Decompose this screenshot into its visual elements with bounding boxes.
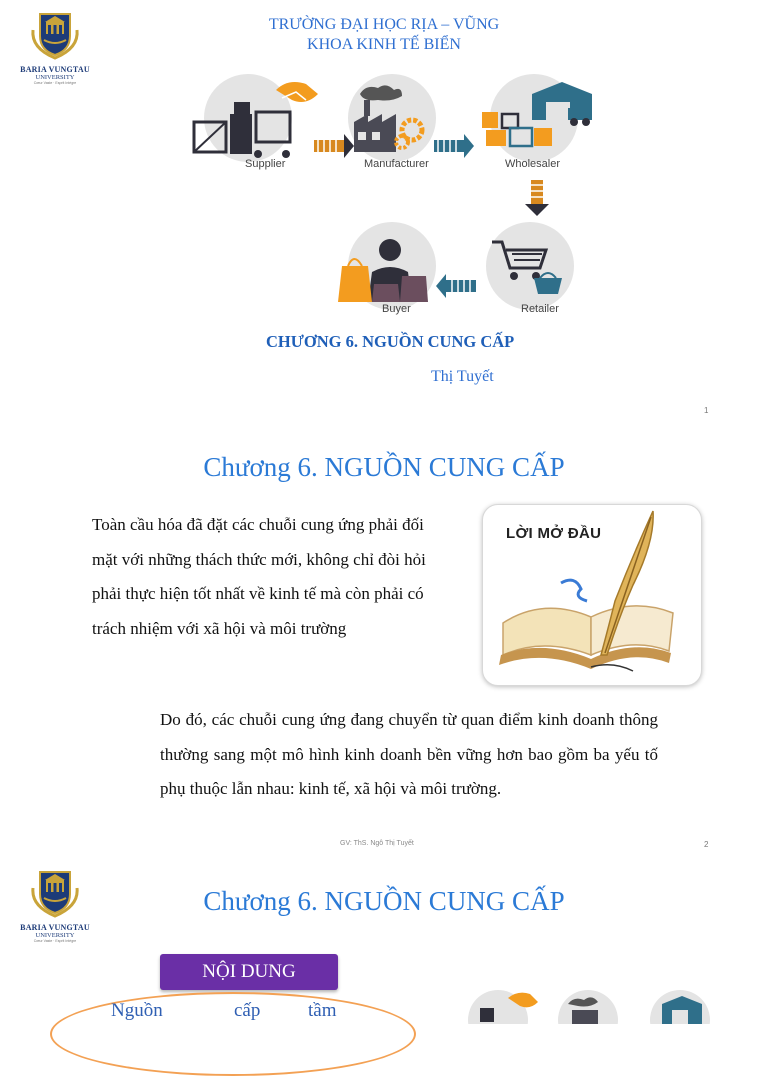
- chapter-title: CHƯƠNG 6. NGUỒN CUNG CẤP: [266, 332, 515, 351]
- wholesaler-node: [482, 74, 592, 162]
- author-name: Thị Tuyết: [431, 368, 494, 385]
- paragraph-1: Toàn cầu hóa đã đặt các chuỗi cung ứng phải đối mặt với những thách thức mới, không chỉ đòi hỏi phải thực hiện tốt nhất về kinh tế mà còn phải có trách nhiệm với xã hội và môi trường: [92, 515, 426, 638]
- content-item-oval: [50, 992, 416, 1076]
- slide-title: Chương 6. NGUỒN CUNG CẤP: [203, 886, 565, 916]
- university-tagline: Cœur Vaste · Esprit Intègre: [33, 81, 77, 85]
- item-word: tầm: [308, 1000, 337, 1021]
- slide-1: [0, 0, 768, 428]
- section-label: NỘI DUNG: [160, 954, 338, 990]
- university-name: BARIA VUNGTAU: [20, 65, 90, 74]
- faculty-header: KHOA KINH TẾ BIỂN: [307, 36, 461, 53]
- page-number: 1: [704, 406, 709, 415]
- manufacturer-node: [348, 74, 436, 162]
- buyer-node: [338, 222, 436, 310]
- intro-image-label: LỜI MỞ ĐẦU: [506, 525, 602, 542]
- page-number: 2: [704, 840, 709, 849]
- university-sub: UNIVERSITY: [35, 74, 75, 81]
- university-name: BARIA VUNGTAU: [20, 923, 90, 932]
- node-label-3: Retailer: [521, 303, 559, 315]
- slide-footer: GV: ThS. Ngô Thị Tuyết: [340, 840, 414, 847]
- book-quill-icon: [483, 505, 701, 685]
- retailer-node: [486, 222, 574, 310]
- node-label-1: Manufacturer: [364, 158, 429, 170]
- slide-title: Chương 6. NGUỒN CUNG CẤP: [203, 452, 565, 482]
- item-word: Nguồn: [111, 1000, 163, 1021]
- node-label-4: Buyer: [382, 303, 411, 315]
- university-tagline: Cœur Vaste · Esprit Intègre: [33, 939, 77, 943]
- supply-chain-thumbnail: [468, 986, 728, 1024]
- intro-image: [482, 504, 702, 686]
- supplier-node: [194, 74, 318, 162]
- university-sub: UNIVERSITY: [35, 932, 75, 939]
- arrow-down-icon: [525, 180, 549, 216]
- item-word: cấp: [234, 1000, 261, 1021]
- arrow-right-icon: [434, 134, 474, 158]
- university-header: TRƯỜNG ĐẠI HỌC RỊA – VŨNG: [268, 16, 500, 33]
- slide-3: [0, 856, 768, 1024]
- slide-2: [0, 428, 768, 856]
- node-label-0: Supplier: [245, 158, 286, 170]
- arrow-left-icon: [436, 274, 476, 298]
- paragraph-2: Do đó, các chuỗi cung ứng đang chuyển từ quan điểm kinh doanh thông thường sang một mô hình kinh doanh bền vững hơn bao gồm ba yếu tố phụ thuộc lẫn nhau: kinh tế, xã hội và môi trường.: [160, 710, 658, 798]
- arrow-right-icon: [314, 134, 354, 158]
- supply-chain-diagram: [188, 72, 608, 320]
- node-label-2: Wholesaler: [505, 158, 561, 170]
